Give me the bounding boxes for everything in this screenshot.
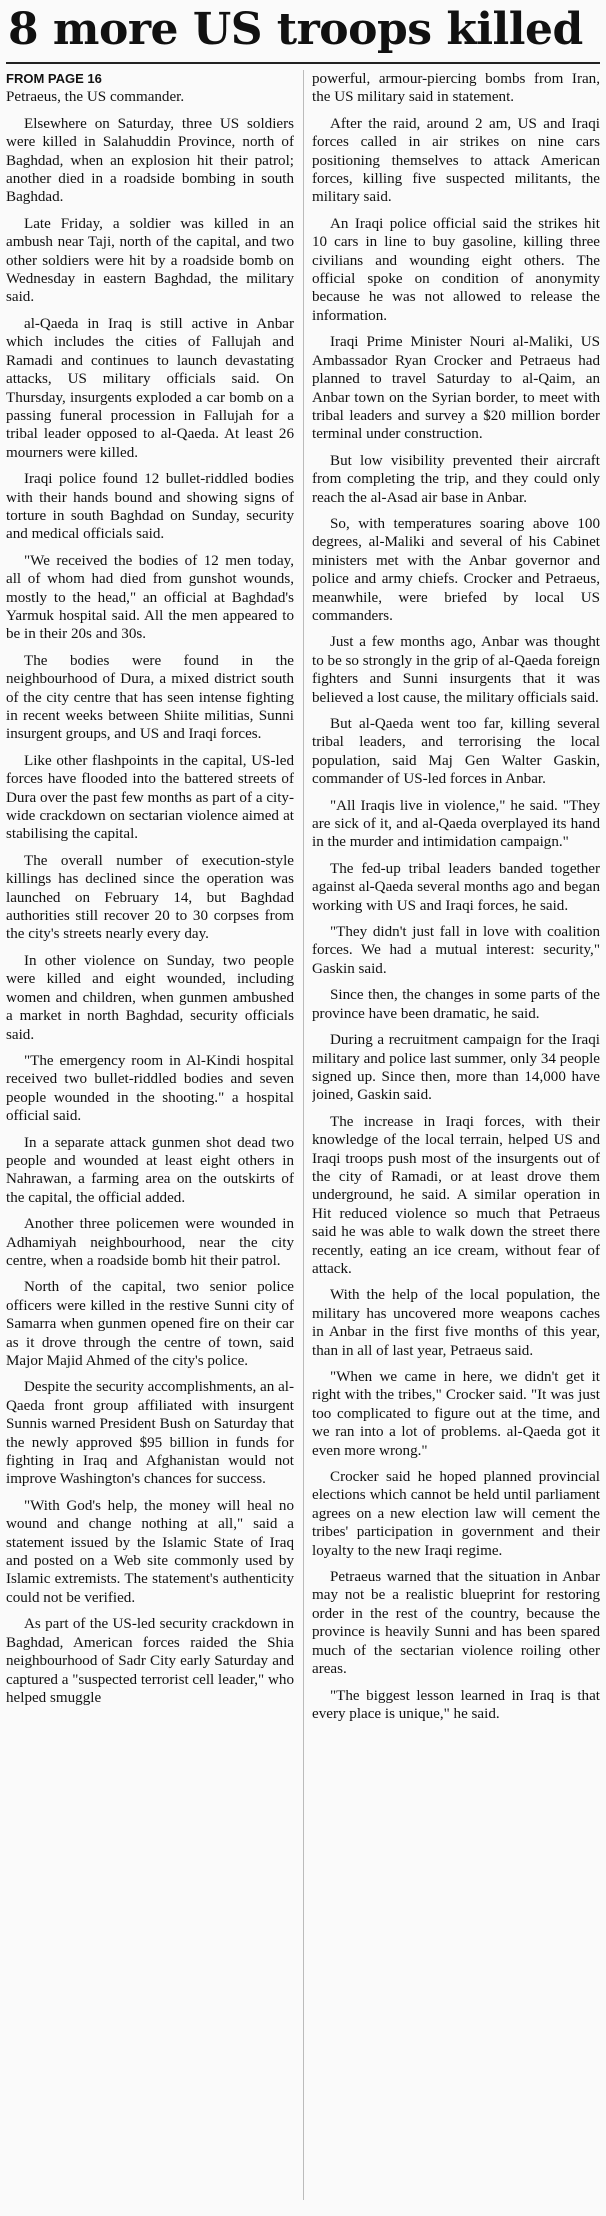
article-body xyxy=(6,70,600,2200)
article-paragraph: So, with temperatures soaring above 100 degrees, al-Maliki and several of his Cabinet ministers met with the Anbar governor and police and army chiefs. Crocker and Petraeus, meanwhile, were briefed by local US commanders. xyxy=(312,515,600,624)
article-paragraph: After the raid, around 2 am, US and Iraqi forces called in air strikes on nine cars positioning themselves to attack American forces, killing five suspected militants, the military said. xyxy=(312,115,600,206)
article-paragraph: al-Qaeda in Iraq is still active in Anbar which includes the cities of Fallujah and Ramadi and continues to launch devastating attacks, US military officials said. On Thursday, insurgents exploded a car bomb on a passing funeral procession in Fallujah for a tribal leader opposed to al-Qaeda. At least 26 mourners were killed. xyxy=(6,315,294,461)
article-paragraph: Despite the security accomplishments, an al-Qaeda front group affiliated with insurgent Sunnis warned President Bush on Saturday that the newly approved $95 billion in funds for fighting in Iraq and Afghanistan would not improve Washington's chances for success. xyxy=(6,1379,294,1488)
article-paragraph: The fed-up tribal leaders banded together against al-Qaeda several months ago and began working with US and Iraqi forces, he said. xyxy=(312,860,600,914)
article-paragraph: "All Iraqis live in violence," he said. "They are sick of it, and al-Qaeda overplayed its hand in the murder and intimidation campaign." xyxy=(312,797,600,851)
article-paragraph: During a recruitment campaign for the Iraqi military and police last summer, only 34 people signed up. Since then, more than 14,000 have joined, Gaskin said. xyxy=(312,1032,600,1104)
headline-rule xyxy=(6,62,600,64)
column-divider xyxy=(303,70,304,2200)
article-paragraph: Late Friday, a soldier was killed in an ambush near Taji, north of the capital, and two other soldiers were hit by a roadside bomb on Wednesday in eastern Baghdad, the military said. xyxy=(6,215,294,306)
article-paragraph: Petraeus, the US commander. xyxy=(6,89,185,106)
article-paragraph: In other violence on Sunday, two people were killed and eight wounded, including women and children, when gunmen ambushed a market in north Baghdad, security officials said. xyxy=(6,952,294,1043)
headline: 8 more US troops killed xyxy=(8,4,583,55)
article-paragraph: North of the capital, two senior police officers were killed in the restive Sunni city of Samarra when gunmen opened fire on their car as it drove through the centre of town, said Major Majid Ahmed of the city's police. xyxy=(6,1279,294,1369)
article-paragraph: Crocker said he hoped planned provincial elections which cannot be held until parliament agrees on a new election law will cement the tribes' participation in government and their loyalty to the new Iraqi regime. xyxy=(312,1469,600,1559)
column-right xyxy=(312,70,600,2200)
article-paragraph: Elsewhere on Saturday, three US soldiers were killed in Salahuddin Province, north of Baghdad, when an explosion hit their patrol; another died in a roadside bombing in south Baghdad. xyxy=(6,115,294,206)
article-paragraph: Iraqi police found 12 bullet-riddled bodies with their hands bound and showing signs of torture in south Baghdad on Sunday, security and medical officials said. xyxy=(6,471,294,543)
article-paragraph: "With God's help, the money will heal no wound and change nothing at all," said a statement issued by the Islamic State of Iraq and posted on a Web site commonly used by Islamic extremists. The statement's authenticity could not be verified. xyxy=(6,1497,294,1606)
column-left xyxy=(6,70,294,2200)
article-paragraph: "They didn't just fall in love with coalition forces. We had a mutual interest: security," Gaskin said. xyxy=(312,924,600,977)
article-paragraph: "When we came in here, we didn't get it right with the tribes," Crocker said. "It was just too complicated to figure out at the time, and we ran into a lot of problems. al-Qaeda got it even more wrong." xyxy=(312,1369,600,1459)
article-paragraph: With the help of the local population, the military has uncovered more weapons caches in Anbar in the first five months of this year, than in all of last year, Petraeus said. xyxy=(312,1287,600,1359)
article-paragraph: "The biggest lesson learned in Iraq is that every place is unique," he said. xyxy=(312,1687,600,1722)
article-paragraph: In a separate attack gunmen shot dead two people and wounded at least eight others in Nahrawan, a farming area on the outskirts of the capital, the official added. xyxy=(6,1134,294,1206)
article-paragraph: Another three policemen were wounded in Adhamiyah neighbourhood, near the city centre, when a roadside bomb hit their patrol. xyxy=(6,1216,294,1269)
article-paragraph: As part of the US-led security crackdown in Baghdad, American forces raided the Shia neighbourhood of Sadr City early Saturday and captured a "suspected terrorist cell leader," who helped smuggle xyxy=(6,1616,294,1706)
article-paragraph: Petraeus warned that the situation in Anbar may not be a realistic blueprint for restoring order in the rest of the country, because the province is heavily Sunni and has been spared much of the sectarian violence roiling other areas. xyxy=(312,1569,600,1678)
article-paragraph: powerful, armour-piercing bombs from Iran, the US military said in statement. xyxy=(312,71,600,106)
article-paragraph: The overall number of execution-style killings has declined since the operation was launched on February 14, but Baghdad authorities still recover 20 to 30 corpses from the city's streets nearly every day. xyxy=(6,852,294,943)
article-paragraph: But al-Qaeda went too far, killing several tribal leaders, and terrorising the local population, said Maj Gen Walter Gaskin, commander of US-led forces in Anbar. xyxy=(312,716,600,788)
article-paragraph: An Iraqi police official said the strikes hit 10 cars in line to buy gasoline, killing three civilians and wounding eight others. The official spoke on condition of anonymity because he was not allowed to release the information. xyxy=(312,215,600,324)
article-paragraph: Since then, the changes in some parts of the province have been dramatic, he said. xyxy=(312,987,600,1022)
article-paragraph: Like other flashpoints in the capital, US-led forces have flooded into the battered streets of Dura over the past few months as part of a city-wide crackdown on sectarian violence aimed at stabilising the capital. xyxy=(6,752,294,843)
article-paragraph: Just a few months ago, Anbar was thought to be so strongly in the grip of al-Qaeda foreign fighters and Sunni insurgents that it was believed a lost cause, the military officials said. xyxy=(312,634,600,706)
article-paragraph: "The emergency room in Al-Kindi hospital received two bullet-riddled bodies and seven people wounded in the shooting." a hospital official said. xyxy=(6,1052,294,1125)
article-paragraph: Iraqi Prime Minister Nouri al-Maliki, US Ambassador Ryan Crocker and Petraeus had planned to travel Saturday to al-Qaim, an Anbar town on the Syrian border, to meet with tribal leaders and survey a $20 million border terminal under construction. xyxy=(312,334,600,443)
article-paragraph: "We received the bodies of 12 men today, all of whom had died from gunshot wounds, mostly to the head," an official at Baghdad's Yarmuk hospital said. All the men appeared to be in their 20s and 30s. xyxy=(6,552,294,643)
article-paragraph: The increase in Iraqi forces, with their knowledge of the local terrain, helped US and Iraqi troops push most of the insurgents out of the city of Ramadi, or at least drove them underground, he said. A similar operation in Hit reduced violence so much that Petraeus said he was able to walk down the street there recently, eating an ice cream, without fear of attack. xyxy=(312,1113,600,1277)
article-paragraph: The bodies were found in the neighbourhood of Dura, a mixed district south of the city centre that has seen intense fighting in recent weeks between Shiite militias, Sunni insurgent groups, and US and Iraqi forces. xyxy=(6,652,294,743)
dateline: FROM PAGE 16 xyxy=(6,71,102,86)
article-paragraph: But low visibility prevented their aircraft from completing the trip, and they could only reach the al-Asad air base in Anbar. xyxy=(312,452,600,506)
